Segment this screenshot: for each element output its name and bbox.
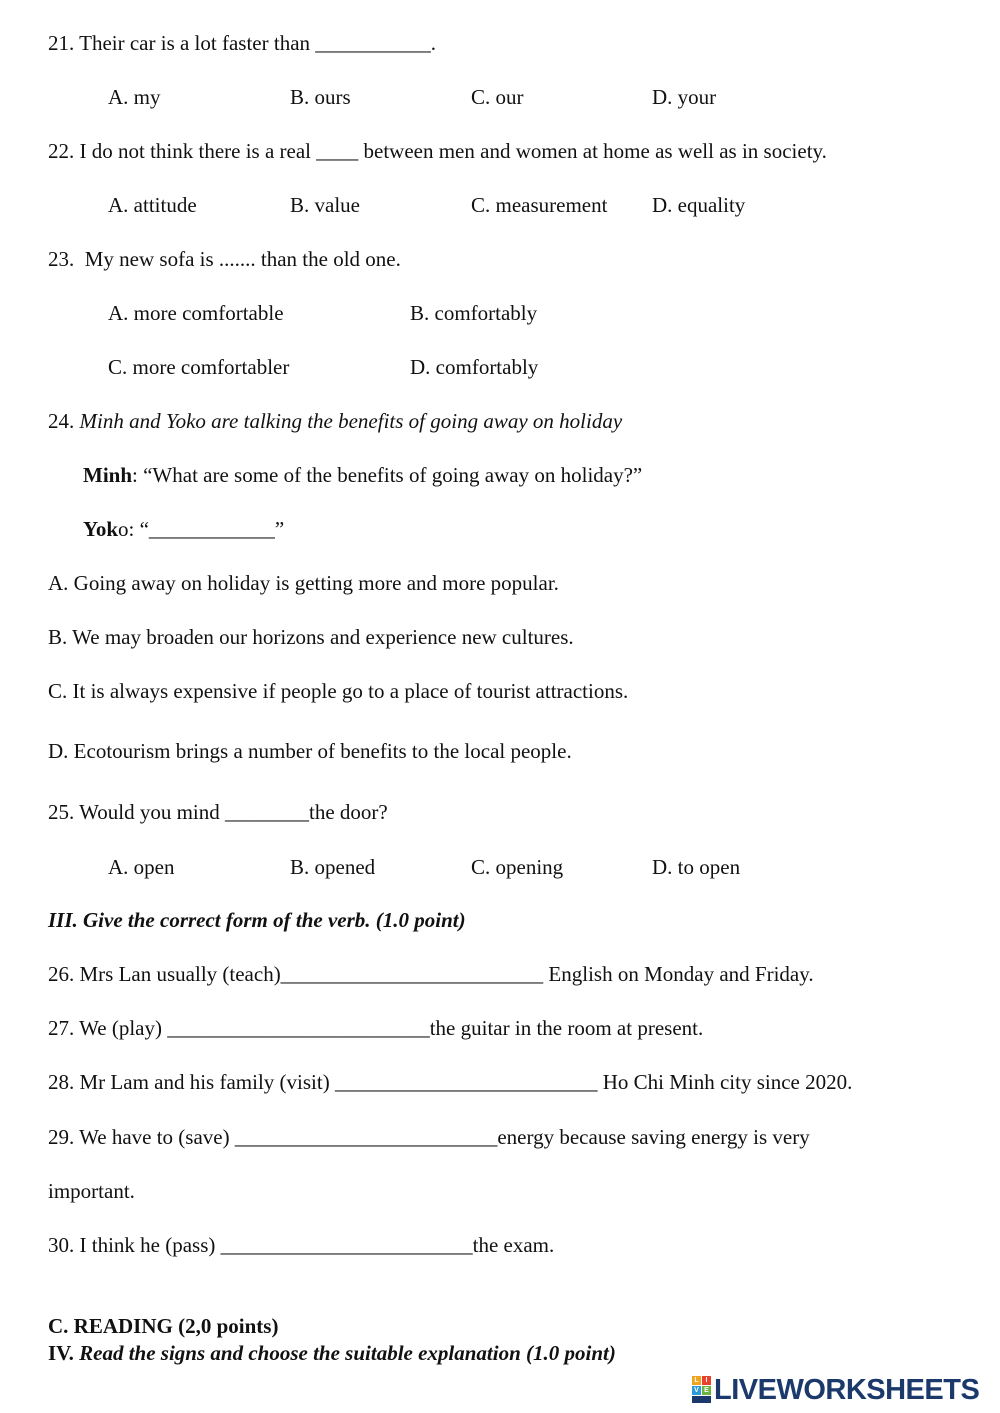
q21-option-a: A. my <box>108 85 161 109</box>
q22-option-d: D. equality <box>652 193 746 217</box>
q25-option-a: A. open <box>108 855 175 879</box>
q22-option-b: B. value <box>290 193 360 217</box>
q24-option-c: C. It is always expensive if people go to a place of tourist attractions. <box>48 679 629 703</box>
q24-yoko-name-rest: o <box>118 517 129 541</box>
reading-heading: C. READING (2,0 points) <box>48 1314 279 1338</box>
q29: 29. We have to (save) _________________________energy because saving energy is very <box>48 1125 810 1149</box>
liveworksheets-logo-text: LIVEWORKSHEETS <box>714 1373 980 1406</box>
reading-subheading <box>48 1341 616 1366</box>
section-3-heading: III. Give the correct form of the verb. (1.0 point) <box>48 908 466 932</box>
q24-minh-name: Minh <box>83 463 133 487</box>
q24-minh-line <box>83 463 642 488</box>
q26: 26. Mrs Lan usually (teach)_________________________ English on Monday and Friday. <box>48 962 814 986</box>
q25-option-d: D. to open <box>652 855 741 879</box>
q30: 30. I think he (pass) ________________________the exam. <box>48 1233 555 1257</box>
q25-option-c: C. opening <box>471 855 564 879</box>
q21-option-d: D. your <box>652 85 717 109</box>
q23-option-c: C. more comfortabler <box>108 355 290 379</box>
liveworksheets-logo <box>692 1374 979 1406</box>
liveworksheets-logo-icon: L I V E <box>692 1376 712 1404</box>
q24-yoko-name: Yok <box>83 517 119 541</box>
q24-yoko-line <box>83 517 284 542</box>
q24-option-b: B. We may broaden our horizons and experience new cultures. <box>48 625 574 649</box>
q24-number: 24. <box>48 409 80 433</box>
q23-stem: 23. My new sofa is ....... than the old one. <box>48 247 401 271</box>
q23-option-a: A. more comfortable <box>108 301 284 325</box>
reading-sub-text: Read the signs and choose the suitable explanation (1.0 point) <box>73 1341 616 1365</box>
q22-option-c: C. measurement <box>471 193 608 217</box>
q25-stem: 25. Would you mind ________the door? <box>48 800 388 824</box>
q23-option-b: B. comfortably <box>410 301 538 325</box>
q22-stem: 22. I do not think there is a real ____ between men and women at home as well as in society. <box>48 139 827 163</box>
q21-option-b: B. ours <box>290 85 351 109</box>
q29-continued: important. <box>48 1179 135 1203</box>
q24-yoko-text: : “____________” <box>128 517 285 541</box>
q24-option-a: A. Going away on holiday is getting more and more popular. <box>48 571 559 595</box>
q23-option-d: D. comfortably <box>410 355 539 379</box>
q21-option-c: C. our <box>471 85 524 109</box>
q22-option-a: A. attitude <box>108 193 197 217</box>
q24-context: Minh and Yoko are talking the benefits of going away on holiday <box>79 409 623 433</box>
q21-stem: 21. Their car is a lot faster than ___________. <box>48 31 437 55</box>
q25-option-b: B. opened <box>290 855 376 879</box>
q24-option-d: D. Ecotourism brings a number of benefits to the local people. <box>48 739 572 763</box>
reading-sub-prefix: IV. <box>48 1341 74 1365</box>
q24-stem <box>48 409 622 434</box>
q24-minh-text: : “What are some of the benefits of going away on holiday?” <box>132 463 643 487</box>
q28: 28. Mr Lam and his family (visit) _________________________ Ho Chi Minh city since 2020. <box>48 1070 853 1094</box>
q27: 27. We (play) _________________________the guitar in the room at present. <box>48 1016 704 1040</box>
